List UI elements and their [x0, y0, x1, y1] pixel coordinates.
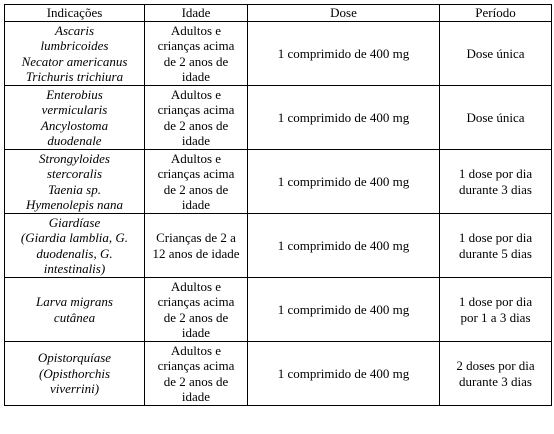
indication-line: Hymenolepis nana	[25, 197, 124, 212]
indication-line: Enterobius	[46, 86, 103, 102]
indication-line: stercoralis	[46, 166, 103, 181]
age-line: idade	[181, 389, 211, 404]
period-cell	[440, 22, 552, 86]
dosage-table	[4, 4, 552, 406]
age-line: Adultos e	[170, 150, 222, 166]
age-line: crianças acima	[157, 294, 235, 309]
table-row	[5, 278, 552, 342]
dose-cell: 1 comprimido de 400 mg	[248, 278, 440, 342]
indication-line: duodenalis, G.	[36, 245, 113, 261]
indication-line: vermicularis	[41, 102, 108, 117]
age-line: de 2 anos de	[163, 309, 229, 325]
indication-line: Necator americanus	[21, 53, 128, 69]
age-line: Adultos e	[170, 86, 222, 102]
indication-line: lumbricoides	[40, 38, 109, 53]
age-line: crianças acima	[157, 166, 235, 181]
dose-cell: 1 comprimido de 400 mg	[248, 342, 440, 406]
age-line: de 2 anos de	[163, 181, 229, 197]
age-cell	[145, 150, 248, 214]
period-cell	[440, 342, 552, 406]
period-cell	[440, 278, 552, 342]
age-line: crianças acima	[157, 38, 235, 53]
period-cell	[440, 86, 552, 150]
age-line: de 2 anos de	[163, 117, 229, 133]
age-line: Crianças de 2 a	[156, 230, 236, 245]
age-line: crianças acima	[157, 358, 235, 373]
period-line: 2 doses por dia	[456, 358, 535, 373]
period-line: durante 3 dias	[459, 373, 532, 389]
indication-line: Trichuris trichiura	[25, 69, 124, 84]
indication-cell	[5, 278, 145, 342]
age-line: Adultos e	[170, 342, 222, 358]
dose-cell: 1 comprimido de 400 mg	[248, 22, 440, 86]
indication-cell	[5, 342, 145, 406]
period-line: durante 5 dias	[459, 245, 532, 261]
indication-line: cutânea	[53, 309, 96, 325]
table-row	[5, 150, 552, 214]
age-line: crianças acima	[157, 102, 235, 117]
indication-line: Larva migrans	[36, 294, 113, 309]
indication-line: Giardíase	[48, 214, 101, 230]
period-line: 1 dose por dia	[458, 166, 533, 181]
age-line: idade	[181, 197, 211, 212]
age-line: 12 anos de idade	[152, 245, 240, 261]
age-cell	[145, 22, 248, 86]
indication-line: Strongyloides	[38, 150, 110, 166]
indication-cell	[5, 214, 145, 278]
indication-line: Opistorquíase	[37, 350, 112, 366]
period-cell	[440, 214, 552, 278]
indication-line: (Opisthorchis	[38, 365, 111, 381]
indication-line: duodenale	[47, 133, 102, 148]
indication-line: Taenia sp.	[48, 181, 101, 197]
header-dose: Dose	[248, 5, 440, 22]
age-line: Adultos e	[170, 278, 222, 294]
period-line: 1 dose por dia	[458, 230, 533, 245]
age-line: idade	[181, 69, 211, 84]
age-cell	[145, 214, 248, 278]
indication-cell	[5, 22, 145, 86]
dose-cell: 1 comprimido de 400 mg	[248, 214, 440, 278]
table-row	[5, 342, 552, 406]
header-row	[5, 5, 552, 22]
period-line: durante 3 dias	[459, 181, 532, 197]
period-line: Dose única	[466, 45, 525, 61]
indication-line: Ancylostoma	[40, 117, 109, 133]
table-row	[5, 22, 552, 86]
age-line: Adultos e	[170, 22, 222, 38]
age-line: idade	[181, 133, 211, 148]
indication-line: viverrini)	[49, 381, 100, 397]
age-line: idade	[181, 325, 211, 340]
header-period: Período	[440, 5, 552, 22]
period-line: 1 dose por dia	[458, 294, 533, 309]
indication-cell	[5, 150, 145, 214]
age-line: de 2 anos de	[163, 53, 229, 69]
period-cell	[440, 150, 552, 214]
age-cell	[145, 278, 248, 342]
table-row	[5, 214, 552, 278]
header-age: Idade	[145, 5, 248, 22]
indication-cell	[5, 86, 145, 150]
dose-cell: 1 comprimido de 400 mg	[248, 86, 440, 150]
period-line: por 1 a 3 dias	[460, 309, 531, 325]
age-cell	[145, 342, 248, 406]
dose-cell: 1 comprimido de 400 mg	[248, 150, 440, 214]
age-line: de 2 anos de	[163, 373, 229, 389]
indication-line: Ascaris	[55, 22, 94, 38]
indication-line: intestinalis)	[43, 261, 106, 276]
table-row	[5, 86, 552, 150]
age-cell	[145, 86, 248, 150]
header-indications: Indicações	[5, 5, 145, 22]
period-line: Dose única	[466, 109, 525, 125]
indication-line: (Giardia lamblia, G.	[20, 230, 129, 245]
